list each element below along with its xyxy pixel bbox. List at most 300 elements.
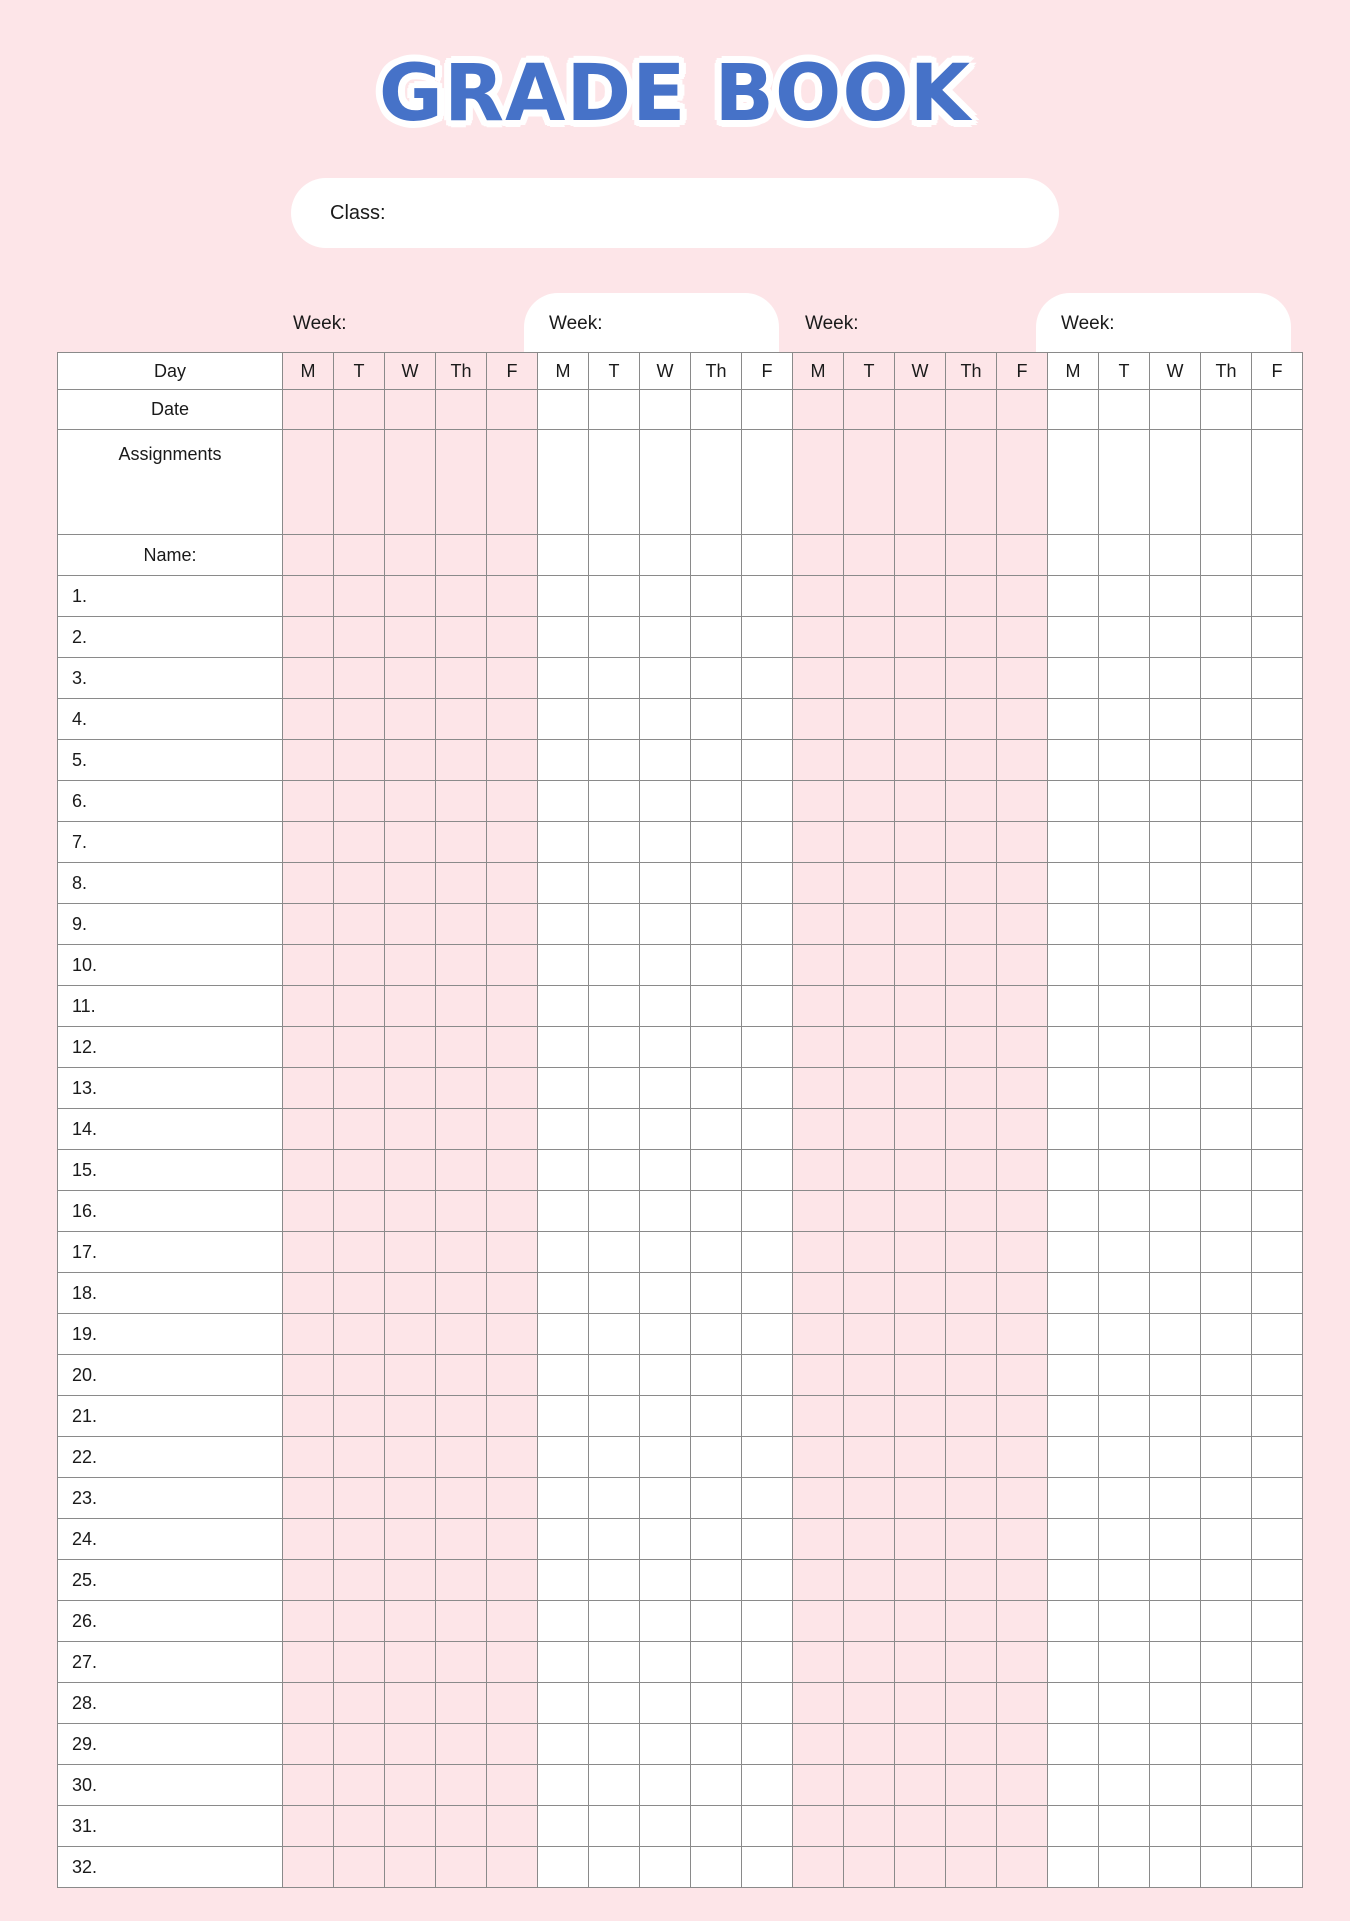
grade-cell[interactable] <box>997 1806 1048 1847</box>
grade-cell[interactable] <box>691 904 742 945</box>
grade-cell[interactable] <box>793 658 844 699</box>
grade-cell[interactable] <box>742 617 793 658</box>
grade-cell[interactable] <box>895 1314 946 1355</box>
grade-cell[interactable] <box>1048 1232 1099 1273</box>
grade-cell[interactable] <box>691 1724 742 1765</box>
grade-cell[interactable] <box>538 1314 589 1355</box>
assignment-cell[interactable] <box>1252 430 1303 535</box>
grade-cell[interactable] <box>997 945 1048 986</box>
grade-cell[interactable] <box>997 1765 1048 1806</box>
grade-cell[interactable] <box>1150 822 1201 863</box>
grade-cell[interactable] <box>640 863 691 904</box>
grade-cell[interactable] <box>844 986 895 1027</box>
grade-cell[interactable] <box>742 576 793 617</box>
grade-cell[interactable] <box>844 863 895 904</box>
grade-cell[interactable] <box>946 1027 997 1068</box>
grade-cell[interactable] <box>997 1027 1048 1068</box>
grade-cell[interactable] <box>691 822 742 863</box>
grade-cell[interactable] <box>385 1806 436 1847</box>
grade-cell[interactable] <box>742 1560 793 1601</box>
week-tab-4[interactable] <box>1036 293 1291 353</box>
grade-cell[interactable] <box>487 1765 538 1806</box>
name-header-cell[interactable] <box>895 535 946 576</box>
grade-cell[interactable] <box>538 1150 589 1191</box>
grade-cell[interactable] <box>283 1232 334 1273</box>
grade-cell[interactable] <box>1252 986 1303 1027</box>
grade-cell[interactable] <box>1048 1560 1099 1601</box>
grade-cell[interactable] <box>946 1847 997 1888</box>
grade-cell[interactable] <box>283 1191 334 1232</box>
grade-cell[interactable] <box>1252 1560 1303 1601</box>
grade-cell[interactable] <box>283 863 334 904</box>
name-header-cell[interactable] <box>742 535 793 576</box>
grade-cell[interactable] <box>589 1068 640 1109</box>
grade-cell[interactable] <box>844 1478 895 1519</box>
grade-cell[interactable] <box>283 1806 334 1847</box>
grade-cell[interactable] <box>895 945 946 986</box>
grade-cell[interactable] <box>997 740 1048 781</box>
grade-cell[interactable] <box>691 1806 742 1847</box>
grade-cell[interactable] <box>1099 576 1150 617</box>
grade-cell[interactable] <box>946 822 997 863</box>
grade-cell[interactable] <box>538 904 589 945</box>
grade-cell[interactable] <box>1150 1560 1201 1601</box>
grade-cell[interactable] <box>385 1724 436 1765</box>
name-header-cell[interactable] <box>1252 535 1303 576</box>
grade-cell[interactable] <box>1150 1068 1201 1109</box>
grade-cell[interactable] <box>742 1683 793 1724</box>
grade-cell[interactable] <box>742 1232 793 1273</box>
grade-cell[interactable] <box>1201 1191 1252 1232</box>
grade-cell[interactable] <box>1252 863 1303 904</box>
grade-cell[interactable] <box>640 1355 691 1396</box>
grade-cell[interactable] <box>1099 617 1150 658</box>
grade-cell[interactable] <box>334 945 385 986</box>
grade-cell[interactable] <box>844 1765 895 1806</box>
grade-cell[interactable] <box>436 1027 487 1068</box>
grade-cell[interactable] <box>1201 1273 1252 1314</box>
grade-cell[interactable] <box>997 1847 1048 1888</box>
grade-cell[interactable] <box>334 1150 385 1191</box>
grade-cell[interactable] <box>1252 1355 1303 1396</box>
grade-cell[interactable] <box>1252 1109 1303 1150</box>
grade-cell[interactable] <box>997 1150 1048 1191</box>
grade-cell[interactable] <box>640 1314 691 1355</box>
name-header-cell[interactable] <box>334 535 385 576</box>
grade-cell[interactable] <box>895 1847 946 1888</box>
grade-cell[interactable] <box>691 1273 742 1314</box>
assignment-cell[interactable] <box>385 430 436 535</box>
grade-cell[interactable] <box>385 1847 436 1888</box>
grade-cell[interactable] <box>997 1478 1048 1519</box>
grade-cell[interactable] <box>1150 617 1201 658</box>
grade-cell[interactable] <box>640 617 691 658</box>
grade-cell[interactable] <box>589 986 640 1027</box>
grade-cell[interactable] <box>487 1683 538 1724</box>
grade-cell[interactable] <box>844 1437 895 1478</box>
grade-cell[interactable] <box>1099 863 1150 904</box>
grade-cell[interactable] <box>742 1478 793 1519</box>
grade-cell[interactable] <box>1201 904 1252 945</box>
assignment-cell[interactable] <box>844 430 895 535</box>
grade-cell[interactable] <box>895 1765 946 1806</box>
grade-cell[interactable] <box>385 1437 436 1478</box>
grade-cell[interactable] <box>538 1109 589 1150</box>
grade-cell[interactable] <box>1048 822 1099 863</box>
grade-cell[interactable] <box>1150 1478 1201 1519</box>
date-cell[interactable] <box>793 390 844 430</box>
grade-cell[interactable] <box>844 1068 895 1109</box>
name-header-cell[interactable] <box>997 535 1048 576</box>
grade-cell[interactable] <box>844 1191 895 1232</box>
grade-cell[interactable] <box>1048 1601 1099 1642</box>
grade-cell[interactable] <box>895 1232 946 1273</box>
grade-cell[interactable] <box>385 740 436 781</box>
grade-cell[interactable] <box>1099 1765 1150 1806</box>
grade-cell[interactable] <box>793 1314 844 1355</box>
grade-cell[interactable] <box>1099 1847 1150 1888</box>
grade-cell[interactable] <box>997 781 1048 822</box>
grade-cell[interactable] <box>283 1724 334 1765</box>
grade-cell[interactable] <box>283 904 334 945</box>
grade-cell[interactable] <box>538 1806 589 1847</box>
grade-cell[interactable] <box>538 1765 589 1806</box>
grade-cell[interactable] <box>844 699 895 740</box>
grade-cell[interactable] <box>1099 740 1150 781</box>
grade-cell[interactable] <box>385 1355 436 1396</box>
grade-cell[interactable] <box>283 617 334 658</box>
date-cell[interactable] <box>487 390 538 430</box>
grade-cell[interactable] <box>436 658 487 699</box>
grade-cell[interactable] <box>1099 1027 1150 1068</box>
grade-cell[interactable] <box>640 576 691 617</box>
assignment-cell[interactable] <box>334 430 385 535</box>
grade-cell[interactable] <box>946 1601 997 1642</box>
grade-cell[interactable] <box>691 1191 742 1232</box>
grade-cell[interactable] <box>895 1027 946 1068</box>
grade-cell[interactable] <box>385 1396 436 1437</box>
grade-cell[interactable] <box>742 1724 793 1765</box>
grade-cell[interactable] <box>538 699 589 740</box>
grade-cell[interactable] <box>1150 1519 1201 1560</box>
grade-cell[interactable] <box>1099 1478 1150 1519</box>
grade-cell[interactable] <box>385 1478 436 1519</box>
date-cell[interactable] <box>895 390 946 430</box>
assignment-cell[interactable] <box>538 430 589 535</box>
name-header-cell[interactable] <box>385 535 436 576</box>
grade-cell[interactable] <box>283 576 334 617</box>
grade-cell[interactable] <box>793 740 844 781</box>
grade-cell[interactable] <box>538 1191 589 1232</box>
grade-cell[interactable] <box>946 781 997 822</box>
grade-cell[interactable] <box>691 1765 742 1806</box>
grade-cell[interactable] <box>436 1601 487 1642</box>
grade-cell[interactable] <box>1252 1765 1303 1806</box>
grade-cell[interactable] <box>1099 699 1150 740</box>
grade-cell[interactable] <box>997 1355 1048 1396</box>
grade-cell[interactable] <box>589 1642 640 1683</box>
assignment-cell[interactable] <box>946 430 997 535</box>
grade-cell[interactable] <box>742 740 793 781</box>
grade-cell[interactable] <box>487 1437 538 1478</box>
grade-cell[interactable] <box>1201 1642 1252 1683</box>
grade-cell[interactable] <box>895 904 946 945</box>
grade-cell[interactable] <box>487 1068 538 1109</box>
grade-cell[interactable] <box>640 1806 691 1847</box>
grade-cell[interactable] <box>793 863 844 904</box>
grade-cell[interactable] <box>589 1806 640 1847</box>
grade-cell[interactable] <box>538 1724 589 1765</box>
grade-cell[interactable] <box>691 1150 742 1191</box>
grade-cell[interactable] <box>283 1314 334 1355</box>
grade-cell[interactable] <box>1252 1027 1303 1068</box>
grade-cell[interactable] <box>385 904 436 945</box>
grade-cell[interactable] <box>640 1150 691 1191</box>
grade-cell[interactable] <box>589 1273 640 1314</box>
grade-cell[interactable] <box>589 1519 640 1560</box>
grade-cell[interactable] <box>946 1109 997 1150</box>
grade-cell[interactable] <box>436 740 487 781</box>
grade-cell[interactable] <box>1099 1519 1150 1560</box>
grade-cell[interactable] <box>487 1642 538 1683</box>
grade-cell[interactable] <box>1048 658 1099 699</box>
grade-cell[interactable] <box>1048 863 1099 904</box>
grade-cell[interactable] <box>1201 863 1252 904</box>
grade-cell[interactable] <box>436 1273 487 1314</box>
grade-cell[interactable] <box>283 986 334 1027</box>
grade-cell[interactable] <box>487 1232 538 1273</box>
grade-cell[interactable] <box>436 1642 487 1683</box>
grade-cell[interactable] <box>793 1519 844 1560</box>
grade-cell[interactable] <box>640 1273 691 1314</box>
grade-cell[interactable] <box>1252 1683 1303 1724</box>
grade-cell[interactable] <box>538 1642 589 1683</box>
grade-cell[interactable] <box>1048 904 1099 945</box>
grade-cell[interactable] <box>946 1068 997 1109</box>
grade-cell[interactable] <box>793 1642 844 1683</box>
grade-cell[interactable] <box>793 1273 844 1314</box>
date-cell[interactable] <box>997 390 1048 430</box>
grade-cell[interactable] <box>1099 1683 1150 1724</box>
grade-cell[interactable] <box>538 1027 589 1068</box>
grade-cell[interactable] <box>487 1355 538 1396</box>
grade-cell[interactable] <box>640 1601 691 1642</box>
grade-cell[interactable] <box>742 1847 793 1888</box>
grade-cell[interactable] <box>640 1560 691 1601</box>
grade-cell[interactable] <box>334 1847 385 1888</box>
grade-cell[interactable] <box>793 1683 844 1724</box>
grade-cell[interactable] <box>436 904 487 945</box>
grade-cell[interactable] <box>487 1724 538 1765</box>
grade-cell[interactable] <box>742 1601 793 1642</box>
grade-cell[interactable] <box>1048 1765 1099 1806</box>
grade-cell[interactable] <box>1150 1232 1201 1273</box>
grade-cell[interactable] <box>1150 1642 1201 1683</box>
grade-cell[interactable] <box>1048 1642 1099 1683</box>
grade-cell[interactable] <box>1048 1806 1099 1847</box>
grade-cell[interactable] <box>334 740 385 781</box>
grade-cell[interactable] <box>436 1478 487 1519</box>
grade-cell[interactable] <box>946 617 997 658</box>
grade-cell[interactable] <box>1048 1027 1099 1068</box>
grade-cell[interactable] <box>1099 1642 1150 1683</box>
grade-cell[interactable] <box>793 1150 844 1191</box>
grade-cell[interactable] <box>283 1068 334 1109</box>
grade-cell[interactable] <box>997 822 1048 863</box>
grade-cell[interactable] <box>793 904 844 945</box>
grade-cell[interactable] <box>538 1437 589 1478</box>
grade-cell[interactable] <box>997 1560 1048 1601</box>
grade-cell[interactable] <box>283 1396 334 1437</box>
grade-cell[interactable] <box>1150 1601 1201 1642</box>
grade-cell[interactable] <box>487 945 538 986</box>
grade-cell[interactable] <box>385 1601 436 1642</box>
grade-cell[interactable] <box>793 1355 844 1396</box>
grade-cell[interactable] <box>946 863 997 904</box>
grade-cell[interactable] <box>589 1560 640 1601</box>
grade-cell[interactable] <box>1252 1478 1303 1519</box>
grade-cell[interactable] <box>1099 1437 1150 1478</box>
grade-cell[interactable] <box>742 1765 793 1806</box>
grade-cell[interactable] <box>946 1314 997 1355</box>
grade-cell[interactable] <box>946 1806 997 1847</box>
name-header-cell[interactable] <box>1099 535 1150 576</box>
grade-cell[interactable] <box>946 658 997 699</box>
grade-cell[interactable] <box>844 1560 895 1601</box>
week-tab-2[interactable] <box>524 293 779 353</box>
grade-cell[interactable] <box>589 1847 640 1888</box>
grade-cell[interactable] <box>589 740 640 781</box>
grade-cell[interactable] <box>283 1847 334 1888</box>
grade-cell[interactable] <box>742 781 793 822</box>
grade-cell[interactable] <box>1252 1437 1303 1478</box>
grade-cell[interactable] <box>640 945 691 986</box>
grade-cell[interactable] <box>844 1847 895 1888</box>
grade-cell[interactable] <box>385 1683 436 1724</box>
grade-cell[interactable] <box>1201 617 1252 658</box>
grade-cell[interactable] <box>1201 699 1252 740</box>
grade-cell[interactable] <box>334 1724 385 1765</box>
grade-cell[interactable] <box>691 1437 742 1478</box>
grade-cell[interactable] <box>436 1191 487 1232</box>
grade-cell[interactable] <box>793 1191 844 1232</box>
grade-cell[interactable] <box>283 1150 334 1191</box>
grade-cell[interactable] <box>895 1601 946 1642</box>
grade-cell[interactable] <box>1150 1191 1201 1232</box>
grade-cell[interactable] <box>742 1519 793 1560</box>
grade-cell[interactable] <box>334 1396 385 1437</box>
grade-cell[interactable] <box>844 617 895 658</box>
grade-cell[interactable] <box>691 1232 742 1273</box>
date-cell[interactable] <box>640 390 691 430</box>
grade-cell[interactable] <box>283 781 334 822</box>
grade-cell[interactable] <box>844 1273 895 1314</box>
grade-cell[interactable] <box>436 576 487 617</box>
grade-cell[interactable] <box>895 1068 946 1109</box>
grade-cell[interactable] <box>1048 1191 1099 1232</box>
grade-cell[interactable] <box>283 822 334 863</box>
grade-cell[interactable] <box>385 1150 436 1191</box>
grade-cell[interactable] <box>589 1478 640 1519</box>
grade-cell[interactable] <box>844 576 895 617</box>
grade-cell[interactable] <box>385 863 436 904</box>
grade-cell[interactable] <box>487 1601 538 1642</box>
grade-cell[interactable] <box>1099 1806 1150 1847</box>
grade-cell[interactable] <box>844 781 895 822</box>
grade-cell[interactable] <box>844 1109 895 1150</box>
grade-cell[interactable] <box>487 1478 538 1519</box>
grade-cell[interactable] <box>946 1724 997 1765</box>
grade-cell[interactable] <box>334 1683 385 1724</box>
date-cell[interactable] <box>1150 390 1201 430</box>
grade-cell[interactable] <box>1201 1478 1252 1519</box>
grade-cell[interactable] <box>691 617 742 658</box>
assignment-cell[interactable] <box>895 430 946 535</box>
grade-cell[interactable] <box>895 1273 946 1314</box>
grade-cell[interactable] <box>997 658 1048 699</box>
grade-cell[interactable] <box>1150 740 1201 781</box>
grade-cell[interactable] <box>1252 1396 1303 1437</box>
grade-cell[interactable] <box>1252 1519 1303 1560</box>
grade-cell[interactable] <box>1150 945 1201 986</box>
grade-cell[interactable] <box>589 904 640 945</box>
grade-cell[interactable] <box>640 1068 691 1109</box>
grade-cell[interactable] <box>997 904 1048 945</box>
grade-cell[interactable] <box>895 576 946 617</box>
grade-cell[interactable] <box>487 1273 538 1314</box>
grade-cell[interactable] <box>895 1683 946 1724</box>
grade-cell[interactable] <box>334 699 385 740</box>
grade-cell[interactable] <box>793 1806 844 1847</box>
grade-cell[interactable] <box>691 1478 742 1519</box>
grade-cell[interactable] <box>1252 699 1303 740</box>
grade-cell[interactable] <box>844 1150 895 1191</box>
grade-cell[interactable] <box>385 617 436 658</box>
grade-cell[interactable] <box>793 822 844 863</box>
grade-cell[interactable] <box>640 1232 691 1273</box>
grade-cell[interactable] <box>742 904 793 945</box>
grade-cell[interactable] <box>1099 1150 1150 1191</box>
grade-cell[interactable] <box>742 945 793 986</box>
grade-cell[interactable] <box>1201 1396 1252 1437</box>
grade-cell[interactable] <box>1048 986 1099 1027</box>
grade-cell[interactable] <box>589 822 640 863</box>
grade-cell[interactable] <box>1201 658 1252 699</box>
grade-cell[interactable] <box>844 1396 895 1437</box>
grade-cell[interactable] <box>793 986 844 1027</box>
grade-cell[interactable] <box>1150 1273 1201 1314</box>
grade-cell[interactable] <box>538 986 589 1027</box>
grade-cell[interactable] <box>589 1601 640 1642</box>
grade-cell[interactable] <box>1099 822 1150 863</box>
grade-cell[interactable] <box>895 617 946 658</box>
grade-cell[interactable] <box>1048 617 1099 658</box>
grade-cell[interactable] <box>538 658 589 699</box>
grade-cell[interactable] <box>436 1437 487 1478</box>
date-cell[interactable] <box>1252 390 1303 430</box>
grade-cell[interactable] <box>1099 1232 1150 1273</box>
grade-cell[interactable] <box>1099 781 1150 822</box>
grade-cell[interactable] <box>487 1847 538 1888</box>
grade-cell[interactable] <box>793 1724 844 1765</box>
grade-cell[interactable] <box>1150 1724 1201 1765</box>
grade-cell[interactable] <box>691 863 742 904</box>
grade-cell[interactable] <box>640 986 691 1027</box>
grade-cell[interactable] <box>997 986 1048 1027</box>
grade-cell[interactable] <box>1201 1314 1252 1355</box>
grade-cell[interactable] <box>385 1109 436 1150</box>
grade-cell[interactable] <box>1252 658 1303 699</box>
